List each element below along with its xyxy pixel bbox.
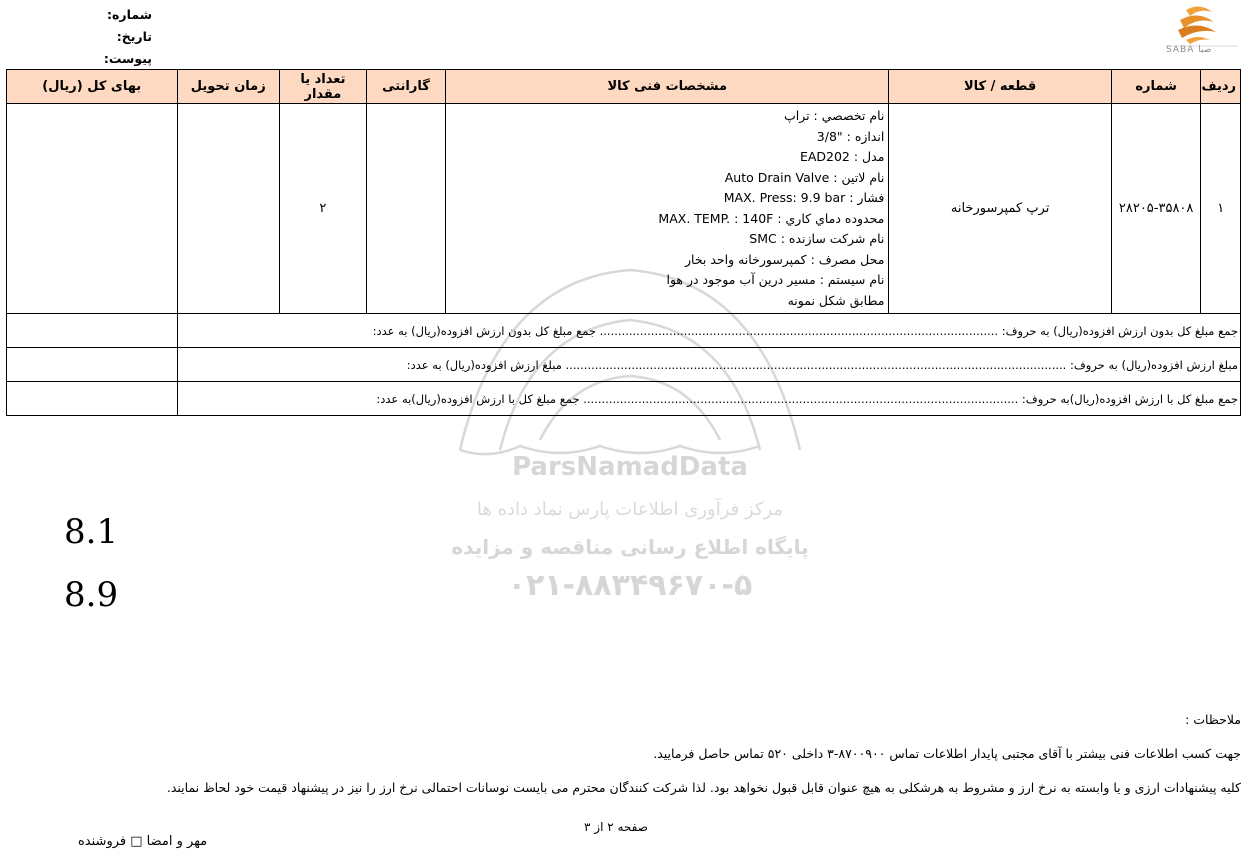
- total-digits-label: جمع مبلغ کل با ارزش افزوده(ریال)به عدد:: [376, 391, 580, 406]
- summary-row-vat: [7, 348, 1241, 382]
- watermark-line1: مرکز فرآوری اطلاعات پارس نماد داده ها: [476, 499, 784, 520]
- notes-section: [11, 703, 1241, 805]
- summary-row-total: [7, 382, 1241, 416]
- vat-digits-label: مبلغ ارزش افزوده(ریال) به عدد:: [406, 357, 562, 372]
- col-price-header: بهای کل (ریال): [7, 70, 178, 104]
- dotted-leader: .......................................................................................................................: [583, 391, 1019, 406]
- col-warranty-header: گارانتی: [366, 70, 445, 104]
- table-row: [7, 104, 1241, 314]
- date-label: تاریخ:: [116, 29, 152, 44]
- watermark-line2: پایگاه اطلاع رسانی مناقصه و مزایده: [451, 535, 809, 559]
- watermark-phone: ۰۲۱-۸۸۳۴۹۶۷۰-۵: [507, 568, 753, 603]
- row-warranty: [366, 104, 445, 314]
- items-table: [6, 69, 1241, 416]
- watermark-brand: ParsNamadData: [512, 452, 748, 482]
- spec-line: نام تخصصي : تراپ: [783, 108, 885, 123]
- col-delivery-header: زمان تحویل: [177, 70, 280, 104]
- table-header-row: [7, 70, 1241, 104]
- number-label: شماره:: [107, 7, 152, 22]
- col-index-header: ردیف: [1201, 70, 1241, 104]
- row-total-price: [7, 104, 178, 314]
- row-number: ۲۸۲۰۵-۳۵۸۰۸: [1111, 104, 1201, 314]
- spec-line: نام سيستم : مسير درين آب موجود در هوا: [666, 272, 885, 287]
- side-number: 8.1: [64, 512, 119, 552]
- side-number: 8.9: [64, 575, 119, 615]
- subtotal-words-label: جمع مبلغ کل بدون ارزش افزوده(ریال) به حروف:: [1001, 323, 1238, 338]
- vat-words-label: مبلغ ارزش افزوده(ریال) به حروف:: [1069, 357, 1238, 372]
- dotted-leader: .........................................................................................................................................: [565, 357, 1067, 372]
- subtotal-digits-label: جمع مبلغ کل بدون ارزش افزوده(ریال) به عدد:: [372, 323, 596, 338]
- summary-empty-cell: [7, 348, 178, 382]
- summary-empty-cell: [7, 314, 178, 348]
- summary-empty-cell: [7, 382, 178, 416]
- notes-line-2: کلیه پیشنهادات ارزی و یا وابسته به نرخ ارز و مشروط به هرشکلی به هیچ عنوان قابل قبول نخواهد بود. لذا شرکت کنندگان محترم می بایست نوسانات احتمالی نرخ ارز را نیز در پیشنهاد قیمت خود لحاظ نمایند.: [166, 780, 1241, 795]
- logo-text: SABA صبا: [1166, 45, 1212, 55]
- notes-title: ملاحظات :: [1185, 712, 1241, 727]
- dotted-leader: .............................................................................................................: [599, 323, 999, 338]
- spec-line: مدل : EAD202: [799, 149, 885, 164]
- col-item-header: قطعه / کالا: [889, 70, 1111, 104]
- attachment-label: پیوست:: [103, 51, 152, 66]
- row-index: ۱: [1201, 104, 1241, 314]
- spec-line: مطابق شكل نمونه: [787, 292, 885, 308]
- row-quantity: ۲: [280, 104, 367, 314]
- seal-signature-label: مهر و امضا □ فروشنده: [78, 834, 208, 849]
- summary-cell: [177, 382, 1241, 416]
- spec-line: فشار : MAX. Press: 9.9 bar: [723, 190, 885, 205]
- col-quantity-header: تعداد یا مقدار: [280, 70, 367, 104]
- header-labels: [92, 4, 152, 70]
- summary-cell: [177, 314, 1241, 348]
- col-specs-header: مشخصات فنی کالا: [446, 70, 889, 104]
- notes-line-1: جهت کسب اطلاعات فنی بیشتر با آقای مجتبی پایدار اطلاعات تماس ۸۷۰۰۹۰۰-۳ داخلی ۵۲۰ تماس حاصل فرمایید.: [653, 746, 1241, 761]
- spec-line: نام لاتين : Auto Drain Valve: [724, 169, 885, 185]
- spec-line: اندازه : "3/8: [816, 128, 885, 144]
- summary-row-subtotal: [7, 314, 1241, 348]
- page-number: صفحه ۲ از ۳: [584, 820, 648, 834]
- summary-cell: [177, 348, 1241, 382]
- total-words-label: جمع مبلغ کل با ارزش افزوده(ریال)به حروف:: [1021, 391, 1238, 406]
- row-item: ترپ کمپرسورخانه: [889, 104, 1111, 314]
- row-specs: [446, 104, 889, 314]
- spec-line: محل مصرف : كمپرسورخانه واحد بخار: [684, 251, 885, 267]
- row-delivery: [177, 104, 280, 314]
- col-number-header: شماره: [1111, 70, 1201, 104]
- spec-line: نام شركت سازنده : SMC: [749, 231, 885, 246]
- spec-line: محدوده دماي كاري : MAX. TEMP. : 140F: [658, 210, 885, 226]
